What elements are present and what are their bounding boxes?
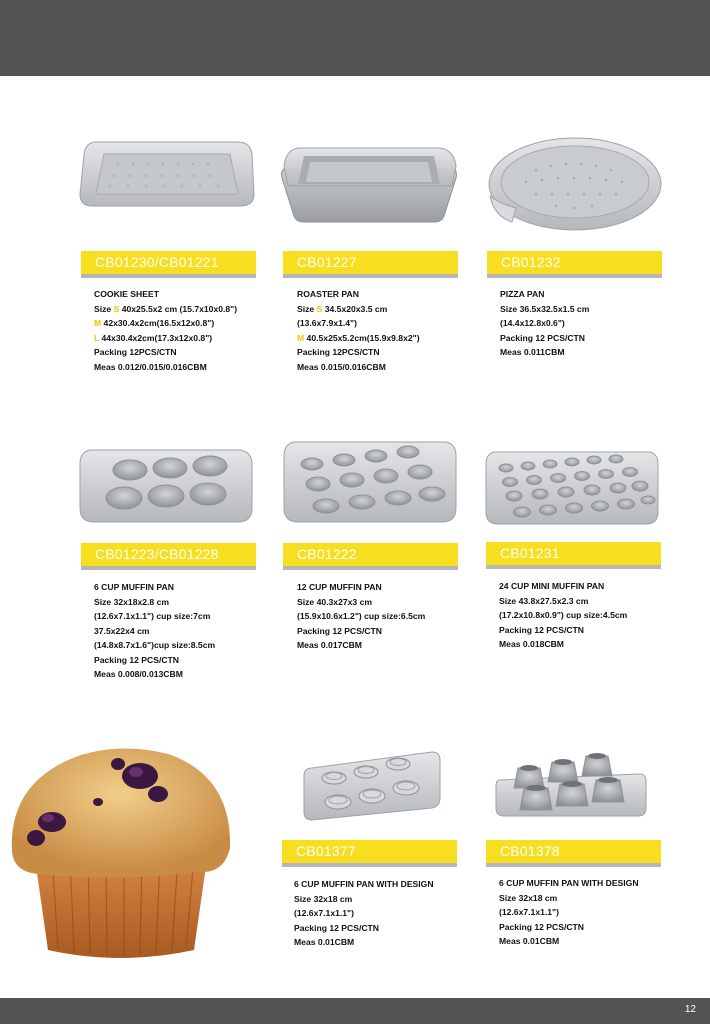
product-code: CB01377: [296, 843, 356, 859]
product-name: PIZZA PAN: [500, 289, 545, 299]
footer-bar: [0, 998, 710, 1024]
spec-line: Size 32x18 cm: [294, 893, 353, 904]
product-description: [499, 579, 699, 652]
spec-line: Meas 0.015/0.016CBM: [297, 361, 386, 372]
spec-line: Packing 12PCS/CTN: [94, 347, 177, 357]
product-code-bar: [486, 542, 661, 569]
spec-line: (12.6x7.1x1.1"): [294, 908, 354, 918]
product-name: 24 CUP MINI MUFFIN PAN: [499, 581, 605, 591]
product-description: [297, 287, 497, 374]
spec-line: Packing 12 PCS/CTN: [94, 654, 180, 665]
product-name: 6 CUP MUFFIN PAN: [94, 582, 174, 592]
product-code-bar: [283, 543, 458, 570]
spec-line: (12.6x7.1x1.1"): [499, 907, 559, 917]
product-description: [294, 877, 494, 950]
cookie-sheet-image: [78, 138, 256, 210]
6-cup-muffin-pan-with-design-2-image: [494, 752, 648, 818]
spec-line: Packing 12 PCS/CTN: [500, 332, 586, 343]
6-cup-muffin-pan-with-design-image: [302, 748, 442, 822]
product-code: CB01232: [501, 254, 561, 270]
spec-line: Size 32x18x2.8 cm: [94, 596, 170, 607]
product-code-bar: [486, 840, 661, 867]
spec-line: M 42x30.4x2cm(16.5x12x0.8"): [94, 318, 215, 328]
spec-line: L 44x30.4x2cm(17.3x12x0.8"): [94, 332, 213, 343]
spec-line: Size 36.5x32.5x1.5 cm: [500, 303, 590, 314]
spec-line: Packing 12 PCS/CTN: [297, 625, 383, 636]
spec-line: Meas 0.008/0.013CBM: [94, 669, 183, 679]
spec-line: Packing 12 PCS/CTN: [294, 922, 380, 933]
spec-line: Meas 0.012/0.015/0.016CBM: [94, 361, 207, 372]
spec-line: Size S 40x25.5x2 cm (15.7x10x0.8"): [94, 303, 238, 314]
product-code-bar: [81, 543, 256, 570]
spec-line: 37.5x22x4 cm: [94, 625, 150, 636]
product-code-bar: [283, 251, 458, 278]
spec-line: Meas 0.01CBM: [499, 936, 560, 946]
spec-line: Meas 0.011CBM: [500, 347, 565, 357]
spec-line: Size 43.8x27.5x2.3 cm: [499, 595, 589, 606]
spec-line: Packing 12 PCS/CTN: [499, 921, 585, 932]
spec-line: (14.4x12.8x0.6"): [500, 318, 565, 328]
spec-line: (14.8x8.7x1.6")cup size:8.5cm: [94, 640, 216, 650]
product-description: [94, 287, 294, 374]
spec-line: M 40.5x25x5.2cm(15.9x9.8x2"): [297, 332, 420, 343]
product-name: COOKIE SHEET: [94, 289, 159, 299]
spec-line: (12.6x7.1x1.1") cup size:7cm: [94, 611, 211, 621]
spec-line: Size S 34.5x20x3.5 cm: [297, 303, 388, 314]
spec-line: Meas 0.017CBM: [297, 640, 362, 650]
spec-line: Meas 0.01CBM: [294, 937, 355, 947]
page-number: 12: [684, 1004, 696, 1015]
spec-line: Size 40.3x27x3 cm: [297, 596, 373, 607]
product-description: [94, 580, 294, 682]
product-description: [297, 580, 497, 653]
product-code-bar: [487, 251, 662, 278]
product-code-bar: [81, 251, 256, 278]
pizza-pan-image: [486, 136, 664, 232]
spec-line: Packing 12 PCS/CTN: [499, 624, 585, 635]
product-code: CB01378: [500, 843, 560, 859]
product-code-bar: [282, 840, 457, 867]
24-cup-mini-muffin-pan-image: [484, 450, 660, 526]
product-name: ROASTER PAN: [297, 289, 359, 299]
product-code: CB01227: [297, 254, 357, 270]
spec-line: (15.9x10.6x1.2") cup size:6.5cm: [297, 611, 426, 621]
product-name: 6 CUP MUFFIN PAN WITH DESIGN: [294, 879, 434, 889]
spec-line: (17.2x10.8x0.9") cup size:4.5cm: [499, 610, 628, 620]
spec-line: Size 32x18 cm: [499, 892, 558, 903]
product-name: 6 CUP MUFFIN PAN WITH DESIGN: [499, 878, 639, 888]
12-cup-muffin-pan-image: [282, 440, 458, 524]
product-code: CB01230/CB01221: [95, 254, 219, 270]
product-name: 12 CUP MUFFIN PAN: [297, 582, 382, 592]
spec-line: (13.6x7.9x1.4"): [297, 318, 357, 328]
header-bar: [0, 0, 710, 76]
product-description: [500, 287, 700, 360]
spec-line: Meas 0.018CBM: [499, 639, 564, 649]
product-code: CB01231: [500, 545, 560, 561]
roaster-pan-image: [280, 146, 460, 224]
blueberry-muffin-photo: [8, 742, 234, 964]
product-description: [499, 876, 699, 949]
product-code: CB01223/CB01228: [95, 546, 219, 562]
6-cup-muffin-pan-image: [78, 448, 254, 524]
spec-line: Packing 12PCS/CTN: [297, 347, 380, 357]
product-code: CB01222: [297, 546, 357, 562]
